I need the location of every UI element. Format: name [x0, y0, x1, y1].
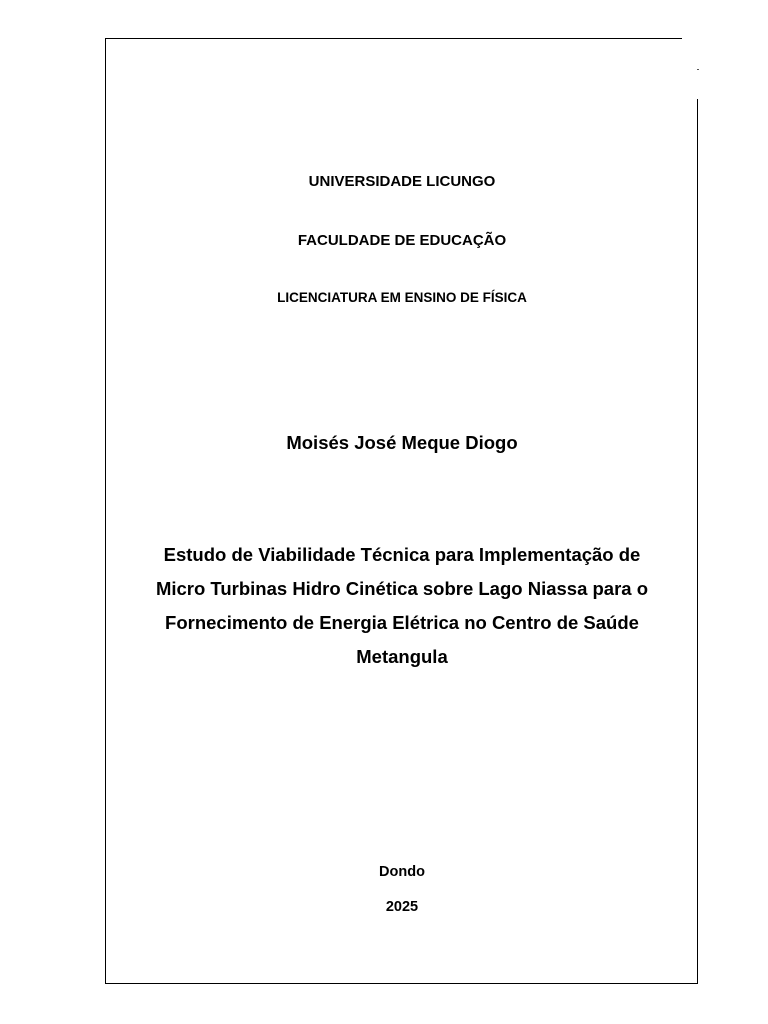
city-name: Dondo	[379, 864, 425, 880]
course-name: LICENCIATURA EM ENSINO DE FÍSICA	[277, 290, 527, 305]
university-name: UNIVERSIDADE LICUNGO	[308, 173, 496, 190]
border-bottom	[105, 983, 698, 984]
author-name: Moisés José Meque Diogo	[286, 432, 518, 453]
thesis-title-line: Fornecimento de Energia Elétrica no Centro de Saúde	[165, 612, 639, 633]
thesis-title-line: Metangula	[356, 646, 448, 667]
thesis-title-line: Estudo de Viabilidade Técnica para Implementação de	[163, 544, 641, 565]
publication-year: 2025	[385, 899, 419, 915]
thesis-title-line: Micro Turbinas Hidro Cinética sobre Lago Niassa para o	[155, 578, 649, 599]
faculty-name: FACULDADE DE EDUCAÇÃO	[297, 232, 507, 249]
thesis-title	[111, 538, 693, 674]
border-top	[105, 38, 682, 39]
edge-mark	[697, 69, 699, 70]
